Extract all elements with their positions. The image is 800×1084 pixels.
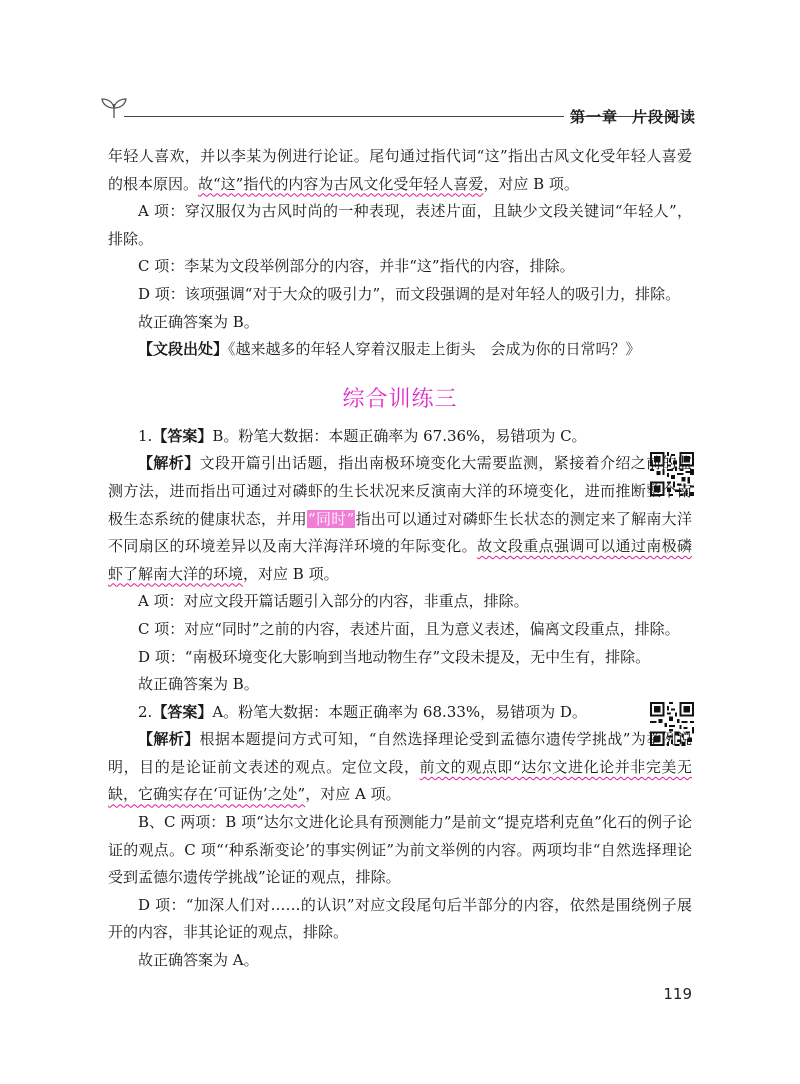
q2-final: 故正确答案为 A。: [138, 951, 259, 970]
q1-answer: 1.【答案】B。粉笔大数据：本题正确率为 67.36%，易错项为 C。: [138, 426, 587, 445]
paragraph: 年轻人喜欢，并以李某为例进行论证。尾句通过指代词“这”指出古风文化受年轻人喜爱的根本原因。故“这”指代的内容为古风文化受年轻人喜爱，对应 B 项。: [108, 147, 692, 193]
highlighted-keyword: “同时”: [307, 509, 355, 528]
page-content: [108, 143, 692, 975]
option-a-explanation: A 项：穿汉服仅为古风时尚的一种表现，表述片面，且缺少文段关键词“年轻人”，排除。: [108, 202, 692, 248]
page-number: 119: [663, 985, 692, 1003]
running-header: [570, 106, 696, 127]
q1-option-d: D 项：“南极环境变化大影响到当地动物生存”文段未提及，无中生有，排除。: [138, 647, 651, 666]
option-d-explanation: D 项：该项强调“对于大众的吸引力”，而文段强调的是对年轻人的吸引力，排除。: [138, 284, 681, 303]
key-conclusion-underline: 故文段重点强调可以通过南极磷虾了解南大洋的环境: [108, 537, 692, 583]
q1-option-a: A 项：对应文段开篇话题引入部分的内容，非重点，排除。: [138, 592, 529, 611]
final-answer: 故正确答案为 B。: [138, 312, 259, 331]
source-citation: [108, 336, 692, 364]
q1-option-c: C 项：对应“同时”之前的内容，表述片面，且为意义表述，偏离文段重点，排除。: [138, 619, 680, 638]
chapter-title: 第一章: [569, 108, 618, 126]
source-label: 【文段出处】: [138, 340, 229, 359]
q2-option-bc: B、C 两项：B 项“达尔文进化论具有预测能力”是前文“提克塔利克鱼”化石的例子论证的观点。C 项“‘种系渐变论’的事实例证”为前文举例的内容。两项均非“自然选择理论受到孟德尔遗传学挑战”论证的观点，排除。: [108, 813, 692, 887]
q2-answer: 2.【答案】A。粉笔大数据：本题正确率为 68.33%，易错项为 D。: [138, 702, 587, 721]
section-title-header: 片段阅读: [631, 108, 696, 126]
q1-final: 故正确答案为 B。: [138, 675, 259, 694]
header-rule: [124, 116, 564, 117]
q2-analysis: 【解析】根据本题提问方式可知，“自然选择理论受到孟德尔遗传学挑战”为举例说明，目的是论证前文表述的观点。定位文段，前文的观点即“达尔文进化论并非完美无缺，它确实存在‘可证伪’之处”，对应 A 项。: [108, 730, 692, 804]
source-text: 《越来越多的年轻人穿着汉服走上街头 会成为你的日常吗？》: [228, 340, 641, 359]
key-conclusion-underline: 前文的观点即“达尔文进化论并非完美无缺，它确实存在‘可证伪’之处”: [108, 757, 692, 804]
key-conclusion-underline: 故“这”指代的内容为古风文化受年轻人喜爱: [198, 174, 484, 193]
q2-option-d: D 项：“加深人们对……的认识”对应文段尾句后半部分的内容，依然是围绕例子展开的内容，非其论证的观点，排除。: [108, 895, 692, 942]
q1-analysis: 【解析】文段开篇引出话题，指出南极环境变化大需要监测，紧接着介绍之前的监测方法，进而指出可通过对磷虾的生长状况来反演南大洋的环境变化，进而推断整个南极生态系统的健康状态，并用“同时”指出可以通过对磷虾生长状态的测定来了解南大洋不同扇区的环境差异以及南大洋海洋环境的年际变化。故文段重点强调可以通过南极磷虾了解南大洋的环境，对应 B 项。: [108, 454, 692, 583]
option-c-explanation: C 项：李某为文段举例部分的内容，并非“这”指代的内容，排除。: [138, 257, 575, 276]
section-heading: 综合训练三: [342, 386, 458, 412]
